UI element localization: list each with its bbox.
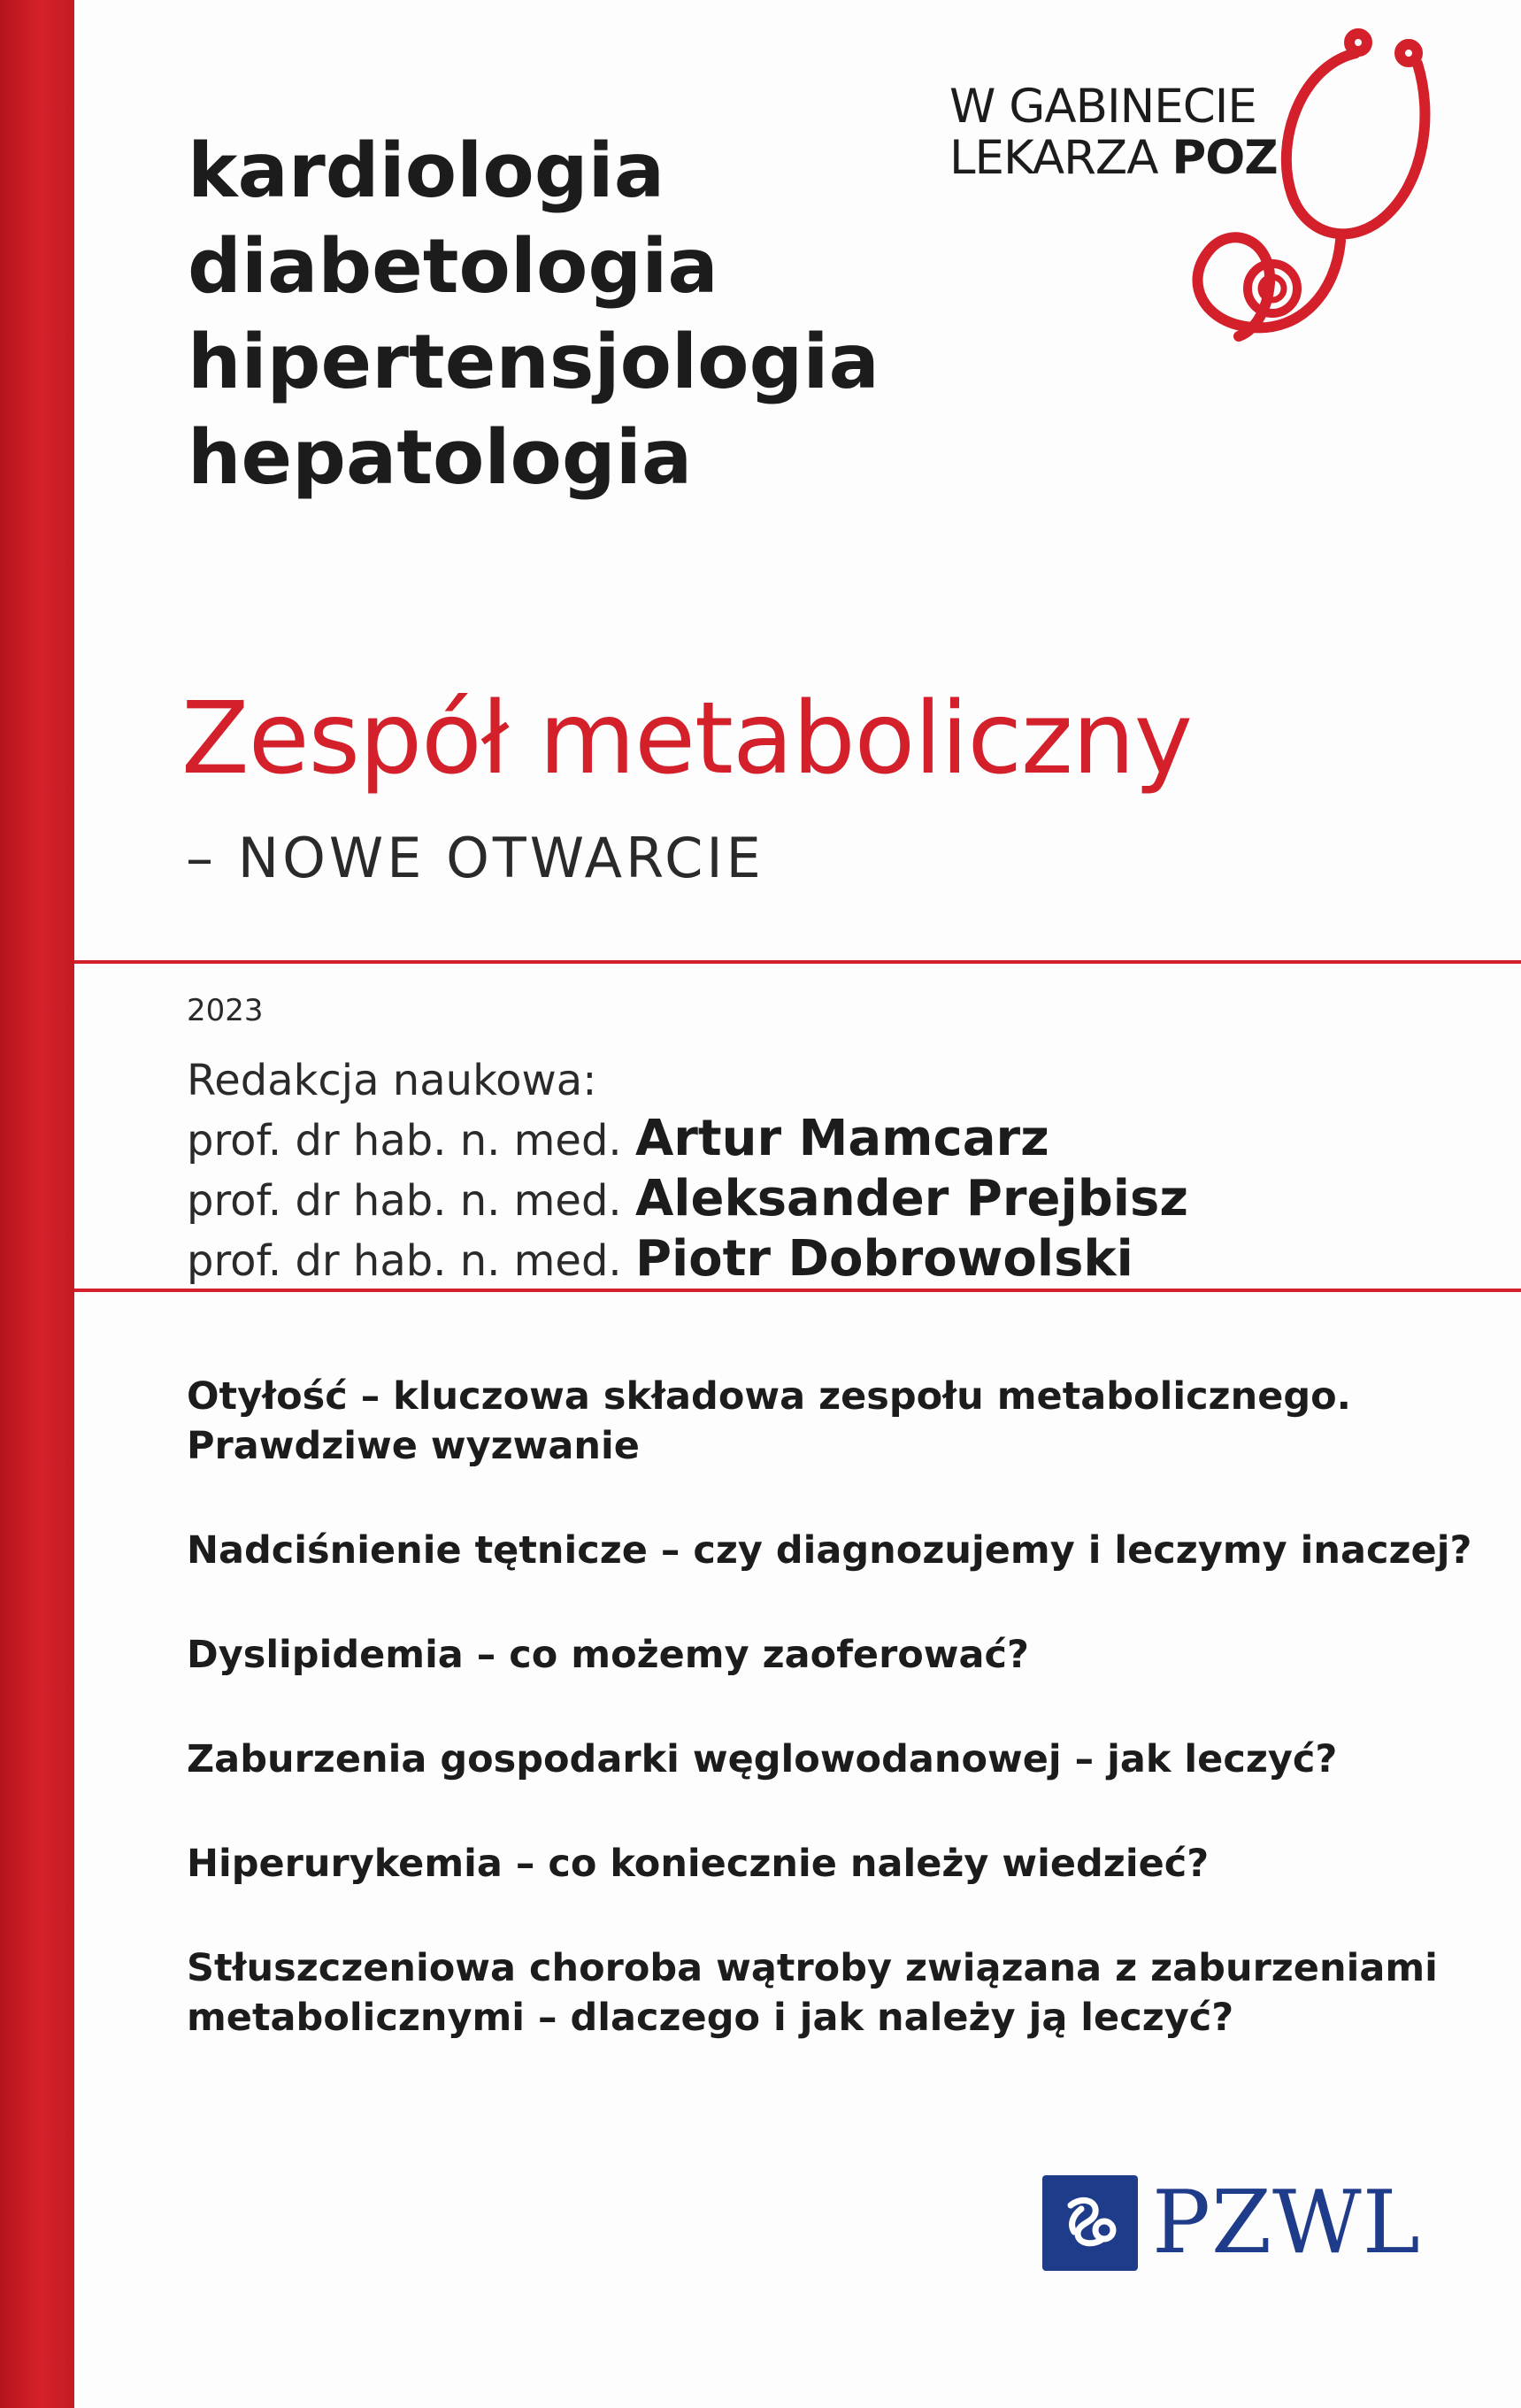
topic-line: metabolicznymi – dlaczego i jak należy ją leczyć?: [187, 1996, 1234, 2040]
topic-line: Nadciśnienie tętnicze – czy diagnozujemy i leczymy inaczej?: [187, 1528, 1472, 1573]
editor-degree: prof. dr hab. n. med.: [187, 1176, 635, 1226]
editor-name: Aleksander Prejbisz: [634, 1170, 1188, 1227]
editors-block: [187, 1051, 1188, 1290]
subject-item: hipertensjologia: [188, 319, 880, 406]
editor-line: [187, 1110, 1188, 1170]
divider-bottom: [74, 1289, 1521, 1292]
editor-line: [187, 1230, 1188, 1290]
topic-line: Otyłość – kluczowa składowa zespołu metabolicznego.: [187, 1374, 1352, 1419]
editor-degree: prof. dr hab. n. med.: [187, 1236, 635, 1286]
topic-item: [187, 1630, 1443, 1680]
book-title: Zespół metaboliczny: [181, 681, 1193, 796]
topic-item: [187, 1735, 1443, 1784]
topic-item: [187, 1526, 1472, 1575]
subject-item: diabetologia: [188, 223, 718, 311]
topic-line: Stłuszczeniowa choroba wątroby związana z zaburzeniami: [187, 1946, 1438, 1990]
editor-name: Piotr Dobrowolski: [634, 1230, 1133, 1288]
topic-line: Dyslipidemia – co możemy zaoferować?: [187, 1633, 1029, 1677]
series-line-1: W GABINECIE: [949, 80, 1256, 134]
topic-line: Hiperurykemia – co koniecznie należy wiedzieć?: [187, 1842, 1210, 1886]
topic-item: [187, 1372, 1443, 1471]
publication-year: 2023: [187, 993, 264, 1028]
red-spine-band: [0, 0, 74, 2408]
series-line-2-bold: POZ: [1171, 131, 1278, 185]
subject-list: [188, 124, 880, 506]
pzwl-logo-mark-icon: [1042, 2175, 1138, 2271]
editors-heading: Redakcja naukowa:: [187, 1056, 597, 1105]
divider-top: [74, 960, 1521, 964]
editor-degree: prof. dr hab. n. med.: [187, 1116, 635, 1166]
topic-line: Prawdziwe wyzwanie: [187, 1424, 640, 1468]
series-line-2-regular: LEKARZA: [949, 131, 1172, 185]
topic-line: Zaburzenia gospodarki węglowodanowej – jak leczyć?: [187, 1737, 1338, 1781]
topic-item: [187, 1839, 1443, 1889]
topic-list: [187, 1372, 1472, 2097]
book-subtitle: – NOWE OTWARCIE: [186, 826, 764, 890]
topic-item: [187, 1943, 1443, 2043]
subject-item: kardiologia: [188, 127, 665, 215]
subject-item: hepatologia: [188, 414, 693, 502]
editor-name: Artur Mamcarz: [634, 1110, 1049, 1167]
publisher-name: PZWL: [1152, 2173, 1421, 2273]
stethoscope-icon: [1168, 27, 1469, 381]
publisher-logo: [1042, 2175, 1421, 2271]
editor-line: [187, 1170, 1188, 1230]
